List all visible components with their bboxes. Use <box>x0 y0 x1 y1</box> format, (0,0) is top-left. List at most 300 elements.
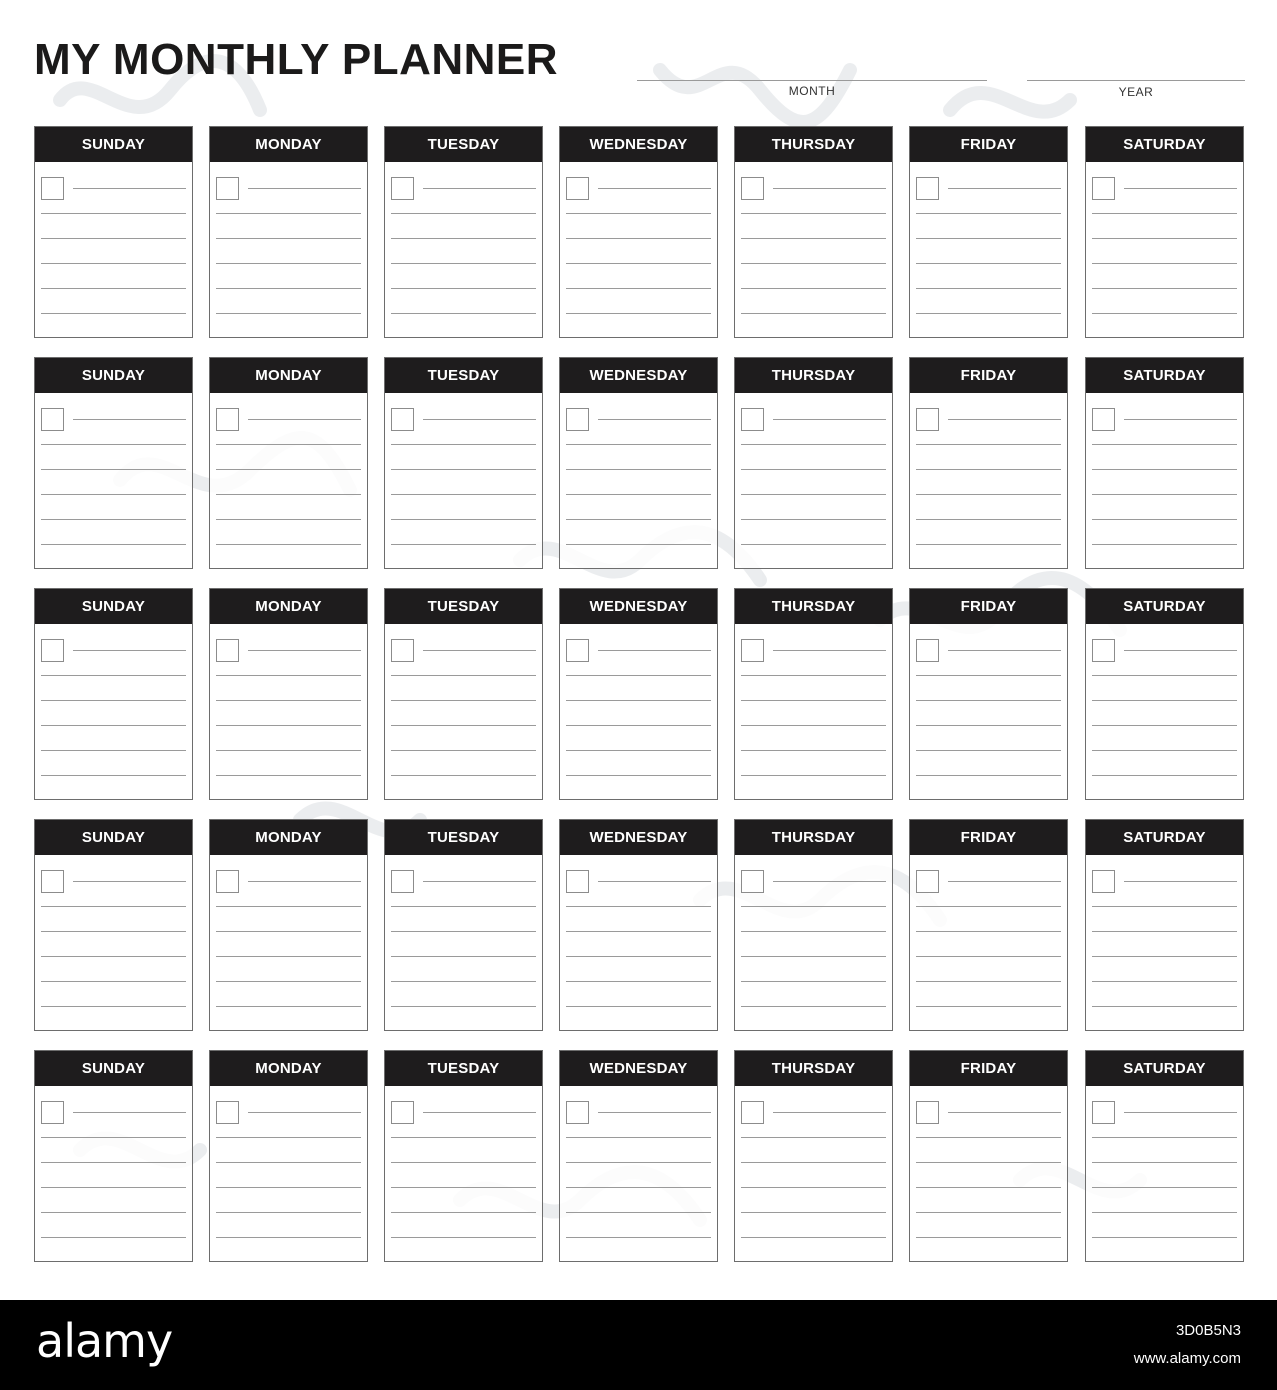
writing-line[interactable] <box>948 188 1061 189</box>
day-header: FRIDAY <box>910 358 1067 393</box>
writing-line[interactable] <box>216 469 361 470</box>
writing-line[interactable] <box>1092 931 1237 932</box>
writing-line[interactable] <box>391 675 536 676</box>
writing-line[interactable] <box>566 444 711 445</box>
year-field[interactable] <box>1027 80 1245 99</box>
day-card-tuesday <box>384 1050 543 1262</box>
writing-line[interactable] <box>566 494 711 495</box>
writing-line[interactable] <box>566 1162 711 1163</box>
writing-line[interactable] <box>391 1187 536 1188</box>
writing-line[interactable] <box>916 494 1061 495</box>
writing-line[interactable] <box>1092 725 1237 726</box>
writing-line[interactable] <box>741 263 886 264</box>
writing-line[interactable] <box>566 775 711 776</box>
day-header: MONDAY <box>210 1051 367 1086</box>
writing-line[interactable] <box>41 981 186 982</box>
writing-line[interactable] <box>566 1237 711 1238</box>
task-checkbox[interactable] <box>566 408 589 431</box>
writing-line[interactable] <box>741 931 886 932</box>
writing-line[interactable] <box>741 981 886 982</box>
writing-line[interactable] <box>598 650 711 651</box>
writing-line[interactable] <box>1124 881 1237 882</box>
month-field[interactable] <box>637 80 987 98</box>
writing-line[interactable] <box>1124 650 1237 651</box>
writing-line[interactable] <box>1092 544 1237 545</box>
day-card-wednesday <box>559 588 718 800</box>
task-checkbox[interactable] <box>1092 408 1115 431</box>
task-checkbox[interactable] <box>566 639 589 662</box>
day-card-monday <box>209 126 368 338</box>
writing-line[interactable] <box>216 1212 361 1213</box>
writing-line[interactable] <box>41 1006 186 1007</box>
writing-line[interactable] <box>741 544 886 545</box>
task-checkbox[interactable] <box>916 177 939 200</box>
task-checkbox[interactable] <box>41 177 64 200</box>
day-header: THURSDAY <box>735 589 892 624</box>
writing-line[interactable] <box>741 444 886 445</box>
day-header: FRIDAY <box>910 127 1067 162</box>
month-label: MONTH <box>788 84 836 98</box>
writing-line[interactable] <box>41 956 186 957</box>
writing-line[interactable] <box>741 1162 886 1163</box>
writing-line[interactable] <box>773 1112 886 1113</box>
writing-line[interactable] <box>391 775 536 776</box>
writing-line[interactable] <box>1092 444 1237 445</box>
day-card-sunday <box>34 1050 193 1262</box>
writing-line[interactable] <box>741 469 886 470</box>
day-card-thursday <box>734 819 893 1031</box>
writing-line[interactable] <box>566 1212 711 1213</box>
writing-line[interactable] <box>1092 1162 1237 1163</box>
writing-line[interactable] <box>391 1137 536 1138</box>
image-id: 3D0B5N3 <box>1175 1322 1241 1339</box>
writing-line[interactable] <box>248 419 361 420</box>
day-card-saturday <box>1085 819 1244 1031</box>
writing-line[interactable] <box>741 1137 886 1138</box>
writing-line[interactable] <box>916 469 1061 470</box>
writing-line[interactable] <box>41 213 186 214</box>
writing-line[interactable] <box>741 750 886 751</box>
writing-line[interactable] <box>1092 1212 1237 1213</box>
writing-line[interactable] <box>916 238 1061 239</box>
writing-line[interactable] <box>566 288 711 289</box>
writing-line[interactable] <box>216 238 361 239</box>
task-checkbox[interactable] <box>916 1101 939 1124</box>
day-header: MONDAY <box>210 127 367 162</box>
day-header: MONDAY <box>210 358 367 393</box>
writing-line[interactable] <box>73 650 186 651</box>
task-checkbox[interactable] <box>916 408 939 431</box>
year-label: YEAR <box>1118 85 1154 99</box>
writing-line[interactable] <box>566 750 711 751</box>
writing-line[interactable] <box>216 519 361 520</box>
writing-line[interactable] <box>916 1162 1061 1163</box>
writing-line[interactable] <box>73 188 186 189</box>
writing-line[interactable] <box>598 881 711 882</box>
writing-line[interactable] <box>1092 906 1237 907</box>
writing-line[interactable] <box>916 956 1061 957</box>
writing-line[interactable] <box>916 1137 1061 1138</box>
day-header: THURSDAY <box>735 358 892 393</box>
writing-line[interactable] <box>566 519 711 520</box>
writing-line[interactable] <box>41 1137 186 1138</box>
writing-line[interactable] <box>566 981 711 982</box>
writing-line[interactable] <box>566 700 711 701</box>
day-header: THURSDAY <box>735 127 892 162</box>
day-header: THURSDAY <box>735 1051 892 1086</box>
writing-line[interactable] <box>741 213 886 214</box>
writing-line[interactable] <box>248 650 361 651</box>
writing-line[interactable] <box>741 700 886 701</box>
day-card-wednesday <box>559 126 718 338</box>
day-header: TUESDAY <box>385 589 542 624</box>
task-checkbox[interactable] <box>41 1101 64 1124</box>
day-card-sunday <box>34 588 193 800</box>
writing-line[interactable] <box>1124 1112 1237 1113</box>
writing-line[interactable] <box>916 725 1061 726</box>
writing-line[interactable] <box>566 313 711 314</box>
writing-line[interactable] <box>916 444 1061 445</box>
writing-line[interactable] <box>248 188 361 189</box>
writing-line[interactable] <box>916 288 1061 289</box>
writing-line[interactable] <box>566 469 711 470</box>
writing-line[interactable] <box>248 881 361 882</box>
day-header: WEDNESDAY <box>560 358 717 393</box>
writing-line[interactable] <box>41 494 186 495</box>
writing-line[interactable] <box>916 1006 1061 1007</box>
writing-line[interactable] <box>1124 188 1237 189</box>
year-line <box>1027 80 1245 81</box>
page-title: MY MONTHLY PLANNER <box>34 35 559 84</box>
writing-line[interactable] <box>41 750 186 751</box>
writing-line[interactable] <box>1092 675 1237 676</box>
writing-line[interactable] <box>773 188 886 189</box>
day-header: SUNDAY <box>35 127 192 162</box>
writing-line[interactable] <box>741 775 886 776</box>
task-checkbox[interactable] <box>1092 639 1115 662</box>
task-checkbox[interactable] <box>216 408 239 431</box>
day-header: WEDNESDAY <box>560 820 717 855</box>
writing-line[interactable] <box>423 1112 536 1113</box>
writing-line[interactable] <box>216 906 361 907</box>
writing-line[interactable] <box>216 444 361 445</box>
writing-line[interactable] <box>1092 469 1237 470</box>
task-checkbox[interactable] <box>1092 177 1115 200</box>
writing-line[interactable] <box>1092 750 1237 751</box>
writing-line[interactable] <box>73 419 186 420</box>
writing-line[interactable] <box>41 700 186 701</box>
writing-line[interactable] <box>423 650 536 651</box>
day-header: SUNDAY <box>35 589 192 624</box>
writing-line[interactable] <box>41 263 186 264</box>
day-card-tuesday <box>384 819 543 1031</box>
writing-line[interactable] <box>916 931 1061 932</box>
writing-line[interactable] <box>216 1162 361 1163</box>
writing-line[interactable] <box>598 188 711 189</box>
day-header: FRIDAY <box>910 1051 1067 1086</box>
writing-line[interactable] <box>41 519 186 520</box>
writing-line[interactable] <box>41 469 186 470</box>
writing-line[interactable] <box>216 313 361 314</box>
day-card-tuesday <box>384 357 543 569</box>
writing-line[interactable] <box>216 494 361 495</box>
day-card-saturday <box>1085 588 1244 800</box>
writing-line[interactable] <box>216 1237 361 1238</box>
writing-line[interactable] <box>1092 775 1237 776</box>
writing-line[interactable] <box>391 700 536 701</box>
writing-line[interactable] <box>216 288 361 289</box>
writing-line[interactable] <box>391 931 536 932</box>
writing-line[interactable] <box>916 213 1061 214</box>
day-card-sunday <box>34 357 193 569</box>
day-header: SATURDAY <box>1086 1051 1243 1086</box>
writing-line[interactable] <box>41 1212 186 1213</box>
writing-line[interactable] <box>916 981 1061 982</box>
day-card-monday <box>209 588 368 800</box>
writing-line[interactable] <box>773 650 886 651</box>
writing-line[interactable] <box>916 1212 1061 1213</box>
writing-line[interactable] <box>598 419 711 420</box>
task-checkbox[interactable] <box>41 408 64 431</box>
writing-line[interactable] <box>73 1112 186 1113</box>
writing-line[interactable] <box>216 1187 361 1188</box>
writing-line[interactable] <box>1092 313 1237 314</box>
writing-line[interactable] <box>41 931 186 932</box>
task-checkbox[interactable] <box>741 1101 764 1124</box>
writing-line[interactable] <box>566 956 711 957</box>
writing-line[interactable] <box>1124 419 1237 420</box>
writing-line[interactable] <box>741 956 886 957</box>
writing-line[interactable] <box>391 544 536 545</box>
writing-line[interactable] <box>391 981 536 982</box>
brand-logo: alamy <box>36 1314 173 1368</box>
writing-line[interactable] <box>423 188 536 189</box>
day-header: SATURDAY <box>1086 820 1243 855</box>
writing-line[interactable] <box>916 313 1061 314</box>
writing-line[interactable] <box>41 1162 186 1163</box>
day-header: SUNDAY <box>35 1051 192 1086</box>
writing-line[interactable] <box>1092 956 1237 957</box>
month-line <box>637 80 987 81</box>
day-header: FRIDAY <box>910 589 1067 624</box>
writing-line[interactable] <box>248 1112 361 1113</box>
writing-line[interactable] <box>1092 1137 1237 1138</box>
writing-line[interactable] <box>916 675 1061 676</box>
writing-line[interactable] <box>566 675 711 676</box>
writing-line[interactable] <box>741 1237 886 1238</box>
writing-line[interactable] <box>41 1187 186 1188</box>
writing-line[interactable] <box>916 906 1061 907</box>
day-card-friday <box>909 126 1068 338</box>
writing-line[interactable] <box>741 238 886 239</box>
writing-line[interactable] <box>741 725 886 726</box>
day-card-thursday <box>734 588 893 800</box>
writing-line[interactable] <box>41 238 186 239</box>
task-checkbox[interactable] <box>391 177 414 200</box>
writing-line[interactable] <box>216 750 361 751</box>
writing-line[interactable] <box>916 544 1061 545</box>
task-checkbox[interactable] <box>391 870 414 893</box>
day-card-saturday <box>1085 357 1244 569</box>
writing-line[interactable] <box>916 750 1061 751</box>
task-checkbox[interactable] <box>391 1101 414 1124</box>
writing-line[interactable] <box>391 213 536 214</box>
task-checkbox[interactable] <box>391 408 414 431</box>
writing-line[interactable] <box>216 675 361 676</box>
writing-line[interactable] <box>1092 1187 1237 1188</box>
writing-line[interactable] <box>916 775 1061 776</box>
writing-line[interactable] <box>1092 238 1237 239</box>
task-checkbox[interactable] <box>916 639 939 662</box>
task-checkbox[interactable] <box>741 639 764 662</box>
writing-line[interactable] <box>41 906 186 907</box>
writing-line[interactable] <box>1092 494 1237 495</box>
writing-line[interactable] <box>566 1006 711 1007</box>
task-checkbox[interactable] <box>216 1101 239 1124</box>
writing-line[interactable] <box>391 725 536 726</box>
task-checkbox[interactable] <box>566 177 589 200</box>
writing-line[interactable] <box>41 775 186 776</box>
task-checkbox[interactable] <box>741 408 764 431</box>
task-checkbox[interactable] <box>391 639 414 662</box>
writing-line[interactable] <box>216 263 361 264</box>
day-header: SATURDAY <box>1086 358 1243 393</box>
writing-line[interactable] <box>566 213 711 214</box>
writing-line[interactable] <box>391 313 536 314</box>
writing-line[interactable] <box>41 1237 186 1238</box>
task-checkbox[interactable] <box>41 870 64 893</box>
writing-line[interactable] <box>916 700 1061 701</box>
day-card-friday <box>909 588 1068 800</box>
writing-line[interactable] <box>741 675 886 676</box>
writing-line[interactable] <box>391 519 536 520</box>
writing-line[interactable] <box>391 263 536 264</box>
writing-line[interactable] <box>741 1187 886 1188</box>
writing-line[interactable] <box>741 494 886 495</box>
writing-line[interactable] <box>566 263 711 264</box>
writing-line[interactable] <box>566 238 711 239</box>
writing-line[interactable] <box>73 881 186 882</box>
writing-line[interactable] <box>741 519 886 520</box>
writing-line[interactable] <box>391 956 536 957</box>
writing-line[interactable] <box>916 519 1061 520</box>
writing-line[interactable] <box>948 650 1061 651</box>
day-header: SATURDAY <box>1086 589 1243 624</box>
writing-line[interactable] <box>41 313 186 314</box>
writing-line[interactable] <box>216 775 361 776</box>
day-card-tuesday <box>384 126 543 338</box>
writing-line[interactable] <box>216 1006 361 1007</box>
writing-line[interactable] <box>566 1187 711 1188</box>
writing-line[interactable] <box>391 288 536 289</box>
task-checkbox[interactable] <box>216 870 239 893</box>
writing-line[interactable] <box>216 700 361 701</box>
writing-line[interactable] <box>423 419 536 420</box>
writing-line[interactable] <box>916 1237 1061 1238</box>
writing-line[interactable] <box>391 444 536 445</box>
writing-line[interactable] <box>216 931 361 932</box>
writing-line[interactable] <box>598 1112 711 1113</box>
day-card-thursday <box>734 126 893 338</box>
writing-line[interactable] <box>1092 700 1237 701</box>
writing-line[interactable] <box>741 1212 886 1213</box>
task-checkbox[interactable] <box>1092 1101 1115 1124</box>
writing-line[interactable] <box>773 419 886 420</box>
writing-line[interactable] <box>216 1137 361 1138</box>
writing-line[interactable] <box>391 750 536 751</box>
writing-line[interactable] <box>391 469 536 470</box>
writing-line[interactable] <box>1092 1237 1237 1238</box>
writing-line[interactable] <box>948 419 1061 420</box>
writing-line[interactable] <box>948 1112 1061 1113</box>
writing-line[interactable] <box>1092 288 1237 289</box>
task-checkbox[interactable] <box>566 1101 589 1124</box>
writing-line[interactable] <box>391 906 536 907</box>
writing-line[interactable] <box>1092 519 1237 520</box>
writing-line[interactable] <box>391 1237 536 1238</box>
day-header: FRIDAY <box>910 820 1067 855</box>
writing-line[interactable] <box>566 906 711 907</box>
day-header: MONDAY <box>210 820 367 855</box>
writing-line[interactable] <box>1092 213 1237 214</box>
writing-line[interactable] <box>1092 1006 1237 1007</box>
writing-line[interactable] <box>741 288 886 289</box>
writing-line[interactable] <box>773 881 886 882</box>
writing-line[interactable] <box>41 725 186 726</box>
writing-line[interactable] <box>741 1006 886 1007</box>
writing-line[interactable] <box>566 725 711 726</box>
writing-line[interactable] <box>41 544 186 545</box>
writing-line[interactable] <box>216 725 361 726</box>
task-checkbox[interactable] <box>566 870 589 893</box>
writing-line[interactable] <box>423 881 536 882</box>
writing-line[interactable] <box>391 494 536 495</box>
task-checkbox[interactable] <box>1092 870 1115 893</box>
writing-line[interactable] <box>216 956 361 957</box>
day-header: TUESDAY <box>385 127 542 162</box>
writing-line[interactable] <box>741 313 886 314</box>
writing-line[interactable] <box>391 1212 536 1213</box>
writing-line[interactable] <box>216 981 361 982</box>
writing-line[interactable] <box>566 1137 711 1138</box>
writing-line[interactable] <box>41 288 186 289</box>
writing-line[interactable] <box>1092 981 1237 982</box>
task-checkbox[interactable] <box>216 639 239 662</box>
writing-line[interactable] <box>1092 263 1237 264</box>
writing-line[interactable] <box>391 238 536 239</box>
writing-line[interactable] <box>41 444 186 445</box>
writing-line[interactable] <box>916 1187 1061 1188</box>
task-checkbox[interactable] <box>41 639 64 662</box>
writing-line[interactable] <box>41 675 186 676</box>
writing-line[interactable] <box>391 1006 536 1007</box>
writing-line[interactable] <box>948 881 1061 882</box>
writing-line[interactable] <box>566 931 711 932</box>
task-checkbox[interactable] <box>741 870 764 893</box>
day-card-wednesday <box>559 819 718 1031</box>
writing-line[interactable] <box>216 544 361 545</box>
task-checkbox[interactable] <box>741 177 764 200</box>
writing-line[interactable] <box>566 544 711 545</box>
task-checkbox[interactable] <box>216 177 239 200</box>
writing-line[interactable] <box>216 213 361 214</box>
writing-line[interactable] <box>741 906 886 907</box>
day-card-saturday <box>1085 126 1244 338</box>
writing-line[interactable] <box>916 263 1061 264</box>
task-checkbox[interactable] <box>916 870 939 893</box>
day-card-thursday <box>734 357 893 569</box>
writing-line[interactable] <box>391 1162 536 1163</box>
